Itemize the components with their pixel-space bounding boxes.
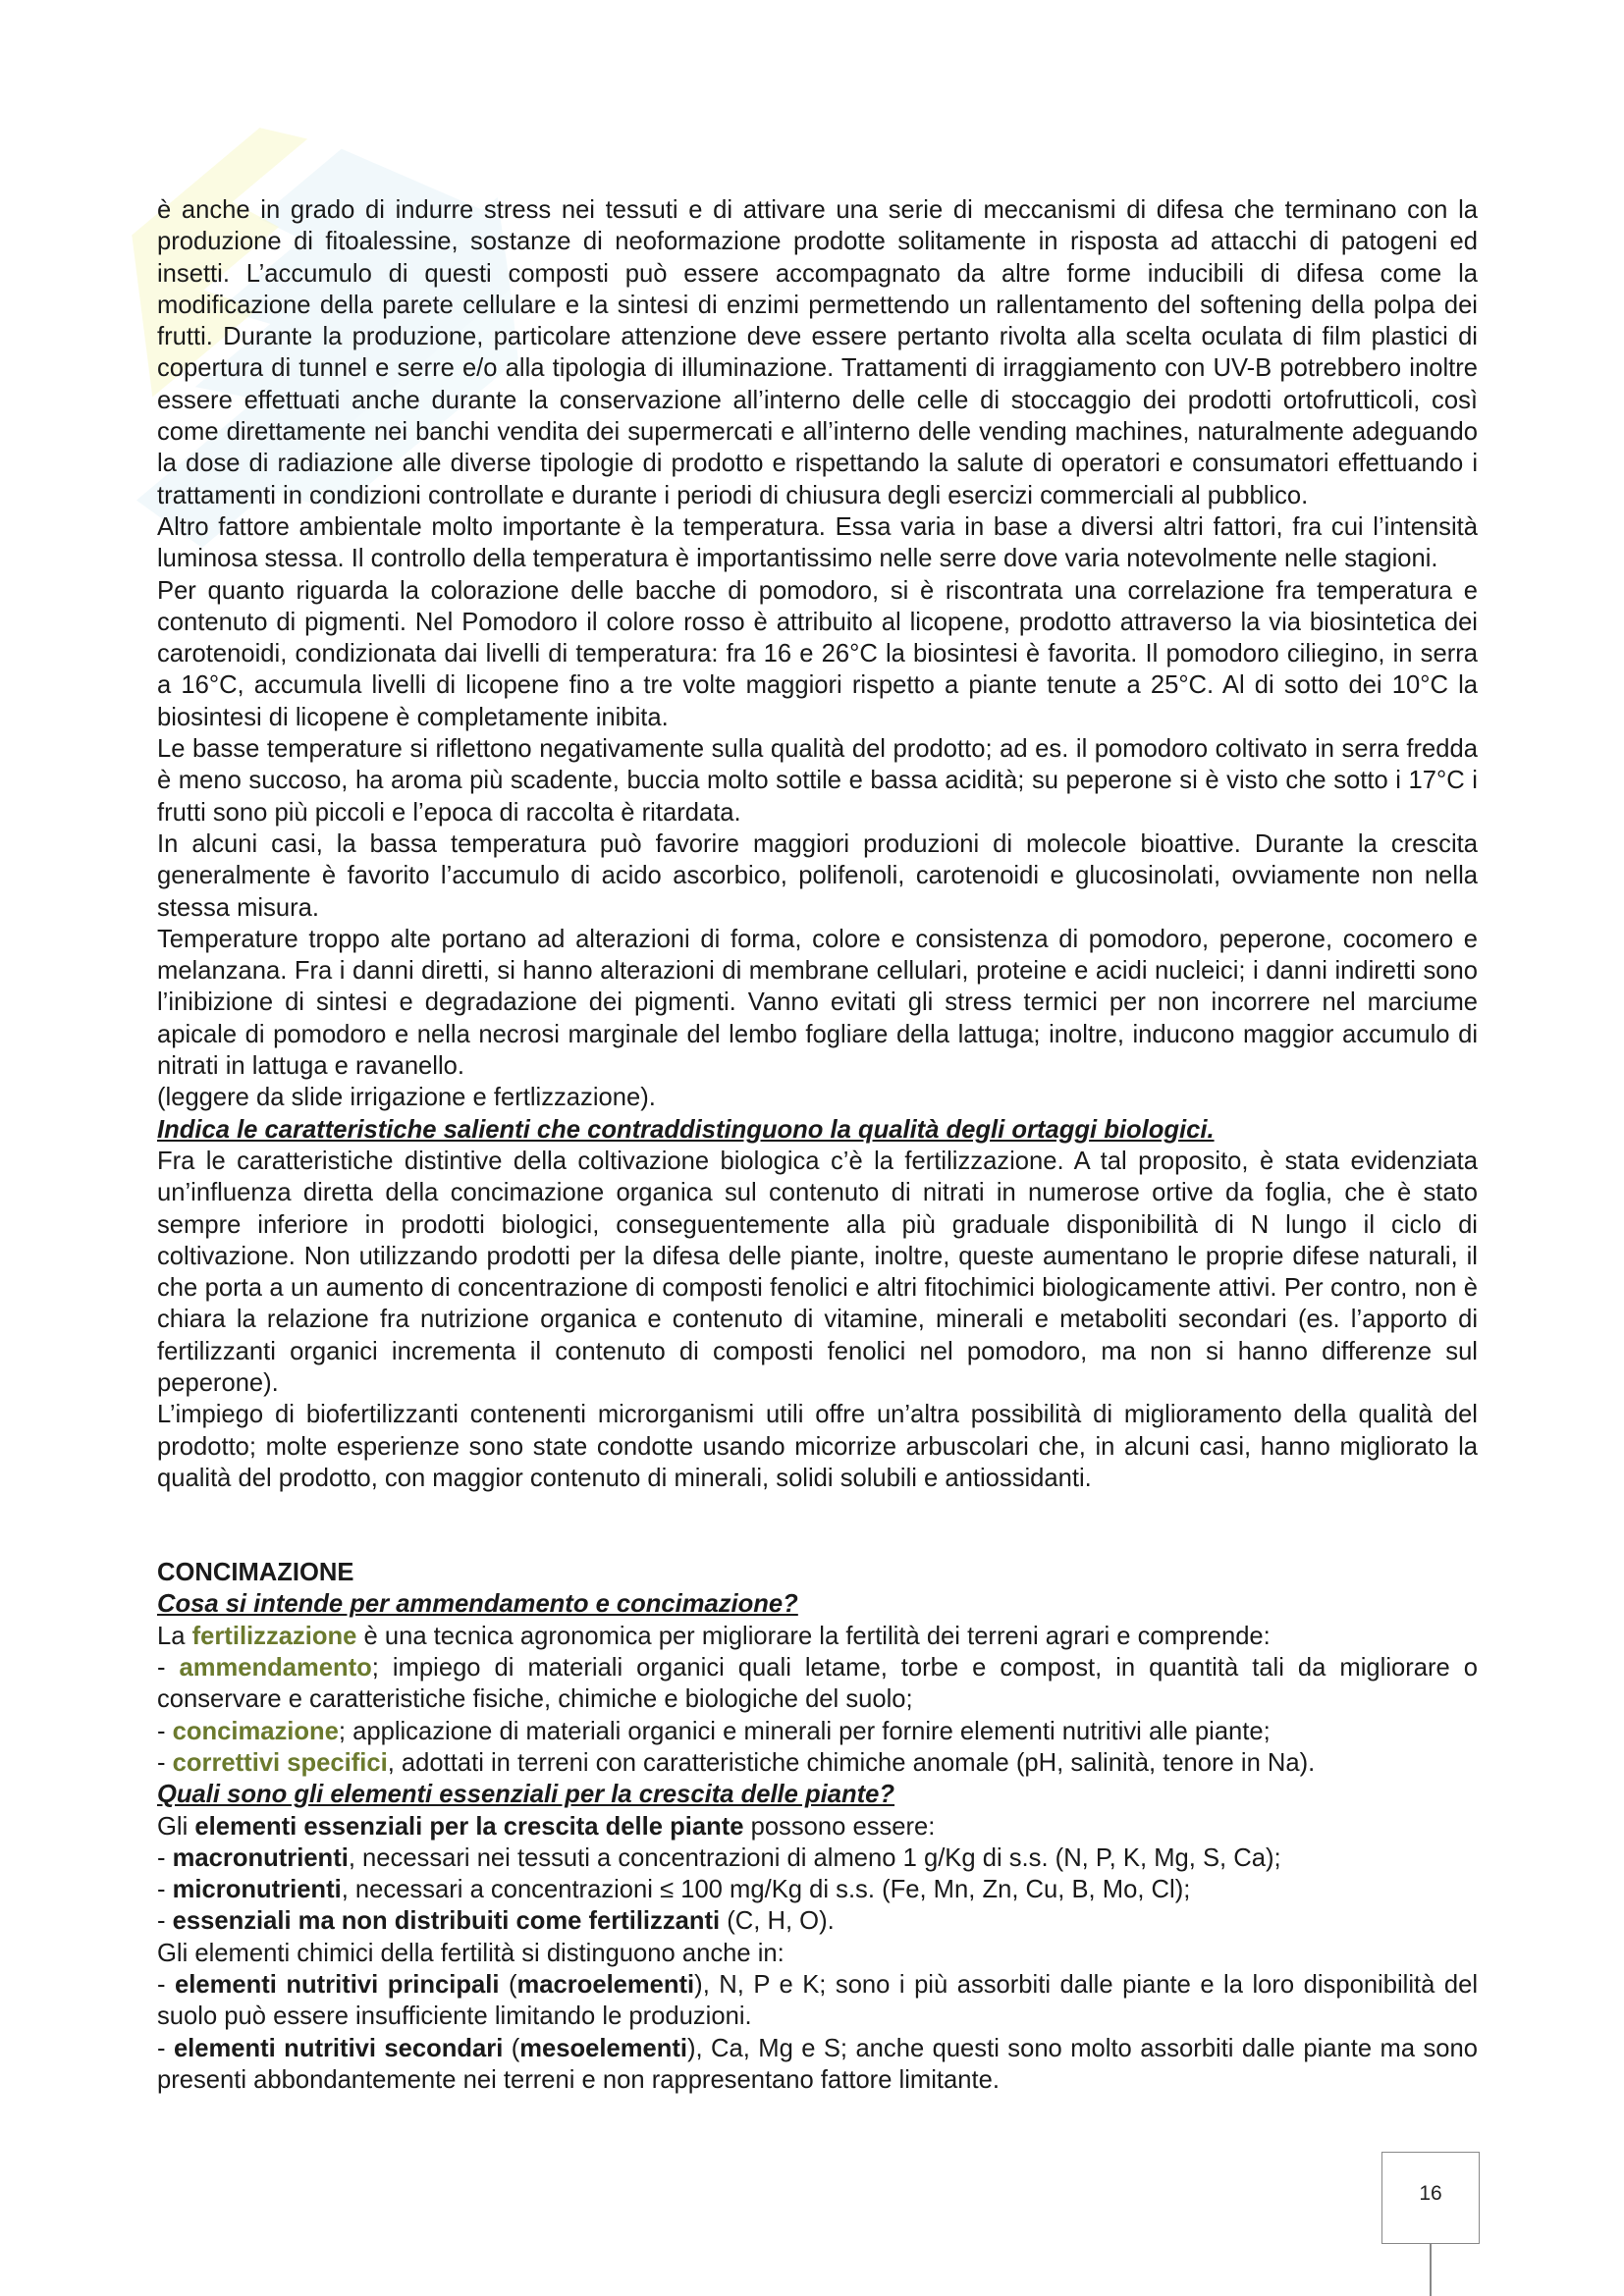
text: (: [503, 2034, 520, 2062]
text: La: [157, 1622, 192, 1650]
text: ; impiego di materiali organici quali letame, torbe e compost, in quantità tali da migliorare o conservare e caratteristiche fisiche, chimiche e biologiche del suolo;: [157, 1654, 1478, 1714]
text: ), Ca, Mg e S; anche questi sono molto assorbiti dalle piante ma sono presenti abbondantemente nei terreni e non rappresentano fattore limitante.: [157, 2034, 1478, 2094]
text: -: [157, 1843, 173, 1872]
highlight-term: correttivi specifici: [172, 1748, 388, 1777]
question-heading: Quali sono gli elementi essenziali per la crescita delle piante?: [157, 1781, 895, 1809]
text: possono essere:: [743, 1812, 936, 1841]
text: ), N, P e K; sono i più assorbiti dalle piante e la loro disponibilità del suolo può essere insufficiente limitando le produzioni.: [157, 1971, 1479, 2031]
bold-term: macroelementi: [516, 1971, 695, 2000]
text: -: [157, 1717, 173, 1745]
bold-term: macronutrienti: [172, 1843, 349, 1872]
text: -: [157, 1654, 180, 1682]
highlight-term: ammendamento: [179, 1654, 372, 1682]
paragraph: (leggere da slide irrigazione e fertlizzazione).: [157, 1084, 656, 1112]
bold-term: elementi nutritivi principali: [175, 1971, 500, 2000]
bold-term: micronutrienti: [172, 1876, 342, 1904]
page-number-box: [1381, 2152, 1480, 2244]
page-number-connector-line: [1430, 2243, 1432, 2296]
text: -: [157, 1971, 176, 2000]
text: Gli: [157, 1812, 195, 1841]
list-item: [157, 2033, 1478, 2097]
highlight-term: concimazione: [172, 1717, 339, 1745]
list-item: [157, 1874, 1478, 1905]
list-item: [157, 1716, 1478, 1747]
section-heading: CONCIMAZIONE: [157, 1559, 354, 1587]
paragraph: Fra le caratteristiche distintive della coltivazione biologica c’è la fertilizzazione. A tal proposito, è stata evidenziata un’influenza diretta della concimazione organica sul contenuto di nitrati in numerose ortive da foglia, che è stato sempre inferiore in prodotti biologici, conseguentemente alla più graduale disponibilità di N lungo il ciclo di coltivazione. Non utilizzando prodotti per la difesa delle piante, inoltre, queste aumentano le proprie difese naturali, il che porta a un aumento di concentrazione di composti fenolici e altri fitochimici biologicamente attivi. Per contro, non è chiara la relazione fra nutrizione organica e contenuto di vitamine, minerali e metaboliti secondari (es. l’apporto di fertilizzanti organici incrementa il contenuto di composti fenolici nel pomodoro, ma non si hanno differenze sul peperone).: [157, 1147, 1478, 1397]
paragraph: Le basse temperature si riflettono negativamente sulla qualità del prodotto; ad es. il pomodoro coltivato in serra fredda è meno succoso, ha aroma più scadente, buccia molto sottile e bassa acidità; su peperone si è visto che sotto i 17°C i frutti sono più piccoli e l’epoca di raccolta è ritardata.: [157, 735, 1478, 827]
paragraph: [157, 1811, 1478, 1842]
question-heading: Indica le caratteristiche salienti che contraddistinguono la qualità degli ortaggi biologici.: [157, 1115, 1215, 1144]
paragraph: Temperature troppo alte portano ad alterazioni di forma, colore e consistenza di pomodoro, peperone, cocomero e melanzana. Fra i danni diretti, si hanno alterazioni di membrane cellulari, proteine e acidi nucleici; i danni indiretti sono l’inibizione di sintesi e degradazione dei pigmenti. Vanno evitati gli stress termici per non incorrere nel marciume apicale di pomodoro e nella necrosi marginale del lembo fogliare della lattuga; inoltre, inducono maggior accumulo di nitrati in lattuga e ravanello.: [157, 925, 1478, 1081]
paragraph: è anche in grado di indurre stress nei tessuti e di attivare una serie di meccanismi di difesa che terminano con la produzione di fitoalessine, sostanze di neoformazione prodotte solitamente in risposta ad attacchi di patogeni ed insetti. L’accumulo di questi composti può essere accompagnato da altre forme inducibili di difesa come la modificazione della parete cellulare e la sintesi di enzimi permettendo un rallentamento del softening della polpa dei frutti. Durante la produzione, particolare attenzione deve essere pertanto rivolta alla scelta oculata di film plastici di copertura di tunnel e serre e/o alla tipologia di illuminazione. Trattamenti di irraggiamento con UV-B potrebbero inoltre essere effettuati anche durante la conservazione all’interno delle celle di stoccaggio dei prodotti ortofrutticoli, così come direttamente nei banchi vendita dei supermercati e all’interno delle vending machines, naturalmente adeguando la dose di radiazione alle diverse tipologie di prodotto e rispettando la salute di operatori e consumatori effettuando i trattamenti in condizioni controllate e durante i periodi di chiusura degli esercizi commerciali al pubblico.: [157, 196, 1478, 509]
list-item: [157, 1905, 1478, 1937]
text: , necessari a concentrazioni ≤ 100 mg/Kg di s.s. (Fe, Mn, Zn, Cu, B, Mo, Cl);: [341, 1876, 1191, 1904]
paragraph: In alcuni casi, la bassa temperatura può favorire maggiori produzioni di molecole bioattive. Durante la crescita generalmente è favorito l’accumulo di acido ascorbico, polifenoli, carotenoidi e glucosinolati, ovviamente non nella stessa misura.: [157, 829, 1478, 922]
paragraph: Per quanto riguarda la colorazione delle bacche di pomodoro, si è riscontrata una correlazione fra temperatura e contenuto di pigmenti. Nel Pomodoro il colore rosso è attribuito al licopene, prodotto attraverso la via biosintetica dei carotenoidi, condizionata dai livelli di temperatura: fra 16 e 26°C la biosintesi è favorita. Il pomodoro ciliegino, in serra a 16°C, accumula livelli di licopene fino a tre volte maggiori rispetto a piante tenute a 25°C. Al di sotto dei 10°C la biosintesi di licopene è completamente inibita.: [157, 576, 1478, 731]
paragraph: Altro fattore ambientale molto importante è la temperatura. Essa varia in base a diversi altri fattori, fra cui l’intensità luminosa stessa. Il controllo della temperatura è importantissimo nelle serre dove varia notevolmente nelle stagioni.: [157, 512, 1478, 573]
text: , adottati in terreni con caratteristiche chimiche anomale (pH, salinità, tenore in Na).: [387, 1748, 1316, 1777]
bold-term: elementi nutritivi secondari: [173, 2034, 504, 2062]
bold-term: essenziali ma non distribuiti come fertilizzanti: [172, 1907, 721, 1936]
bold-term: mesoelementi: [519, 2034, 687, 2062]
list-item: [157, 1969, 1478, 2033]
text: -: [157, 1748, 173, 1777]
text: -: [157, 2034, 174, 2062]
list-item: [157, 1652, 1478, 1716]
text: (C, H, O).: [720, 1907, 835, 1936]
page-number: 16: [1419, 2182, 1442, 2205]
question-heading: Cosa si intende per ammendamento e concimazione?: [157, 1590, 798, 1619]
list-item: [157, 1747, 1478, 1779]
bold-term: elementi essenziali per la crescita delle piante: [194, 1812, 744, 1841]
document-body: [157, 194, 1478, 2096]
text: è una tecnica agronomica per migliorare la fertilità dei terreni agrari e comprende:: [356, 1622, 1271, 1650]
text: ; applicazione di materiali organici e minerali per fornire elementi nutritivi alle piante;: [338, 1717, 1271, 1745]
text: -: [157, 1876, 173, 1904]
list-item: [157, 1842, 1478, 1874]
paragraph: [157, 1621, 1478, 1652]
paragraph: L’impiego di biofertilizzanti contenenti microrganismi utili offre un’altra possibilità di miglioramento della qualità del prodotto; molte esperienze sono state condotte usando micorrize arbuscolari che, in alcuni casi, hanno migliorato la qualità del prodotto, con maggior contenuto di minerali, solidi solubili e antiossidanti.: [157, 1401, 1478, 1492]
highlight-term: fertilizzazione: [191, 1622, 357, 1650]
text: -: [157, 1907, 173, 1936]
text: , necessari nei tessuti a concentrazioni di almeno 1 g/Kg di s.s. (N, P, K, Mg, S, Ca);: [348, 1843, 1281, 1872]
text: (: [499, 1971, 517, 2000]
paragraph: Gli elementi chimici della fertilità si distinguono anche in:: [157, 1939, 785, 1967]
